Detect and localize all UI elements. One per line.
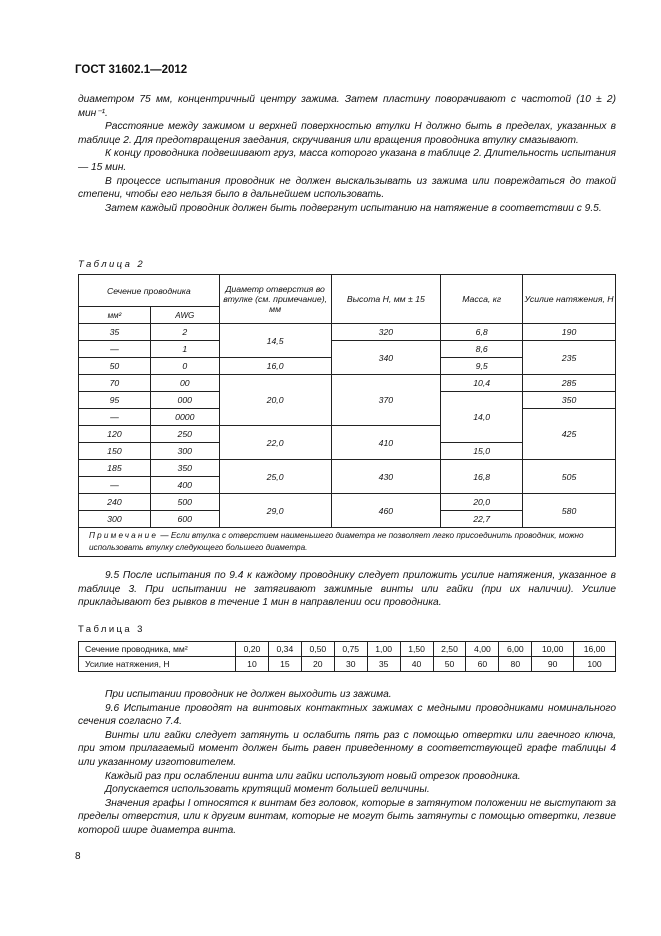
cell-section: 4,00 bbox=[466, 642, 499, 657]
cell-section: 10,00 bbox=[532, 642, 574, 657]
bottom-text bbox=[78, 688, 616, 838]
cell-diameter: 22,0 bbox=[219, 426, 331, 460]
cell-force: 350 bbox=[523, 392, 616, 409]
cell-force: 30 bbox=[334, 657, 367, 672]
cell-section: 0,75 bbox=[334, 642, 367, 657]
cell-awg: 000 bbox=[150, 392, 219, 409]
cell-force: 35 bbox=[367, 657, 400, 672]
table-row bbox=[79, 494, 616, 511]
cell-height: 320 bbox=[331, 324, 441, 341]
cell-force: 580 bbox=[523, 494, 616, 528]
cell-height: 430 bbox=[331, 460, 441, 494]
cell-awg: 400 bbox=[150, 477, 219, 494]
cell-section: 2,50 bbox=[433, 642, 466, 657]
intro-paragraph-3: К концу проводника подвешивают груз, масса которого указана в таблице 2. Длительность испытания — 15 мин. bbox=[78, 148, 616, 173]
table3-row-label: Усилие натяжения, Н bbox=[79, 657, 236, 672]
table-3 bbox=[78, 641, 616, 672]
bottom-paragraph-6: Значения графы I относятся к винтам без головок, которые в затянутом положении не выступают за пределы отверстия, или к другим винтам, которые не могут быть затянуты с помощью отвертки, лезвие которой шире диаметра винта. bbox=[78, 797, 616, 836]
cell-force: 100 bbox=[574, 657, 616, 672]
cell-awg: 0 bbox=[150, 358, 219, 375]
cell-awg: 00 bbox=[150, 375, 219, 392]
cell-mm2: 120 bbox=[79, 426, 151, 443]
cell-mm2: — bbox=[79, 477, 151, 494]
table-row bbox=[79, 460, 616, 477]
table2-header-diameter: Диаметр отверстия во втулке (см. примечание), мм bbox=[219, 275, 331, 324]
table2-header-section: Сечение проводника bbox=[79, 275, 220, 307]
cell-mass: 15,0 bbox=[441, 443, 523, 460]
bottom-paragraph-3: Винты или гайки следует затянуть и ослабить пять раз с помощью отвертки или гаечного ключа, при этом прилагаемый момент должен быть равен приведенному в соответствующей графе таблицы 4 или указанному изготовителем. bbox=[78, 729, 616, 768]
cell-force: 285 bbox=[523, 375, 616, 392]
table3-row-label: Сечение проводника, мм² bbox=[79, 642, 236, 657]
cell-mm2: 300 bbox=[79, 511, 151, 528]
intro-paragraph-2: Расстояние между зажимом и верхней поверхностью втулки H должно быть в пределах, указанных в таблице 2. Для предотвращения заедания, скручивания или вращения проводника втулку смазывают. bbox=[78, 121, 616, 146]
cell-diameter: 14,5 bbox=[219, 324, 331, 358]
cell-force: 90 bbox=[532, 657, 574, 672]
intro-paragraph-4: В процессе испытания проводник не должен выскальзывать из зажима или повреждаться до такой степени, чтобы его нельзя было в дальнейшем использовать. bbox=[78, 175, 616, 201]
cell-mass: 10,4 bbox=[441, 375, 523, 392]
table-row bbox=[79, 341, 616, 358]
table2-note-row bbox=[79, 528, 616, 557]
cell-mm2: — bbox=[79, 409, 151, 426]
cell-awg: 250 bbox=[150, 426, 219, 443]
bottom-paragraph-5: Допускается использовать крутящий момент большей величины. bbox=[105, 784, 430, 796]
cell-height: 370 bbox=[331, 375, 441, 426]
cell-mm2: 95 bbox=[79, 392, 151, 409]
table2-note-text: — Если втулка с отверстием наименьшего диаметра не позволяет легко присоединить проводник, можно использовать втулку следующего большего диаметра. bbox=[89, 531, 584, 552]
cell-force: 425 bbox=[523, 409, 616, 460]
table2-header-row bbox=[79, 275, 616, 307]
cell-mass: 20,0 bbox=[441, 494, 523, 511]
table-row bbox=[79, 375, 616, 392]
cell-mass: 14,0 bbox=[441, 392, 523, 443]
cell-mass: 9,5 bbox=[441, 358, 523, 375]
cell-force: 50 bbox=[433, 657, 466, 672]
cell-diameter: 16,0 bbox=[219, 358, 331, 375]
table2-header-awg: AWG bbox=[150, 307, 219, 324]
bottom-paragraph-2: 9.6 Испытание проводят на винтовых контактных зажимах с медными проводниками номинального сечения согласно 7.4. bbox=[78, 702, 616, 728]
cell-mass: 22,7 bbox=[441, 511, 523, 528]
cell-force: 80 bbox=[499, 657, 532, 672]
cell-mass: 6,8 bbox=[441, 324, 523, 341]
table2-header-mm2: мм² bbox=[79, 307, 151, 324]
cell-force: 235 bbox=[523, 341, 616, 375]
cell-section: 0,34 bbox=[268, 642, 301, 657]
cell-force: 15 bbox=[268, 657, 301, 672]
cell-diameter: 29,0 bbox=[219, 494, 331, 528]
cell-force: 10 bbox=[236, 657, 269, 672]
cell-awg: 600 bbox=[150, 511, 219, 528]
cell-awg: 2 bbox=[150, 324, 219, 341]
page-number: 8 bbox=[75, 851, 81, 862]
cell-mm2: 50 bbox=[79, 358, 151, 375]
cell-mass: 16,8 bbox=[441, 460, 523, 494]
cell-mm2: — bbox=[79, 341, 151, 358]
table-row bbox=[79, 324, 616, 341]
cell-section: 6,00 bbox=[499, 642, 532, 657]
cell-mm2: 185 bbox=[79, 460, 151, 477]
table2-note-label: Примечание bbox=[89, 531, 159, 540]
cell-height: 410 bbox=[331, 426, 441, 460]
cell-section: 0,20 bbox=[236, 642, 269, 657]
cell-force: 40 bbox=[400, 657, 433, 672]
intro-text bbox=[78, 93, 616, 215]
cell-awg: 350 bbox=[150, 460, 219, 477]
cell-mm2: 150 bbox=[79, 443, 151, 460]
cell-diameter: 20,0 bbox=[219, 375, 331, 426]
cell-awg: 0000 bbox=[150, 409, 219, 426]
intro-paragraph-5: Затем каждый проводник должен быть подвергнут испытанию на натяжение в соответствии с 9.5. bbox=[105, 202, 602, 214]
table-2 bbox=[78, 274, 616, 557]
cell-awg: 1 bbox=[150, 341, 219, 358]
cell-force: 190 bbox=[523, 324, 616, 341]
section-9-5 bbox=[78, 569, 616, 610]
cell-mass: 8,6 bbox=[441, 341, 523, 358]
table3-row-forces bbox=[79, 657, 616, 672]
intro-paragraph-1: диаметром 75 мм, концентричный центру зажима. Затем пластину поворачивают с частотой (10 ± 2) мин⁻¹. bbox=[78, 94, 616, 119]
bottom-paragraph-4: Каждый раз при ослаблении винта или гайки используют новый отрезок проводника. bbox=[105, 770, 521, 782]
document-header: ГОСТ 31602.1—2012 bbox=[75, 64, 188, 76]
cell-force: 60 bbox=[466, 657, 499, 672]
table2-header-force: Усилие натяжения, Н bbox=[523, 275, 616, 324]
table3-caption: Таблица 3 bbox=[78, 624, 145, 635]
cell-height: 460 bbox=[331, 494, 441, 528]
cell-height: 340 bbox=[331, 341, 441, 375]
section-9-5-paragraph: 9.5 После испытания по 9.4 к каждому проводнику следует приложить усилие натяжения, указанное в таблице 3. При испытании не затягивают зажимные винты или гайки (при их наличии). Усилие прикладывают без рывков в течение 1 мин в направлении оси проводника. bbox=[78, 570, 616, 609]
cell-diameter: 25,0 bbox=[219, 460, 331, 494]
table2-note bbox=[79, 528, 616, 557]
cell-section: 1,50 bbox=[400, 642, 433, 657]
table2-header-mass: Масса, кг bbox=[441, 275, 523, 324]
cell-section: 1,00 bbox=[367, 642, 400, 657]
cell-section: 16,00 bbox=[574, 642, 616, 657]
cell-section: 0,50 bbox=[301, 642, 334, 657]
cell-mm2: 35 bbox=[79, 324, 151, 341]
cell-mm2: 240 bbox=[79, 494, 151, 511]
cell-awg: 300 bbox=[150, 443, 219, 460]
cell-force: 505 bbox=[523, 460, 616, 494]
table2-caption: Таблица 2 bbox=[78, 259, 145, 270]
cell-force: 20 bbox=[301, 657, 334, 672]
table3-row-sections bbox=[79, 642, 616, 657]
cell-awg: 500 bbox=[150, 494, 219, 511]
bottom-paragraph-1: При испытании проводник не должен выходить из зажима. bbox=[105, 689, 392, 700]
cell-mm2: 70 bbox=[79, 375, 151, 392]
table2-header-height: Высота H, мм ± 15 bbox=[331, 275, 441, 324]
